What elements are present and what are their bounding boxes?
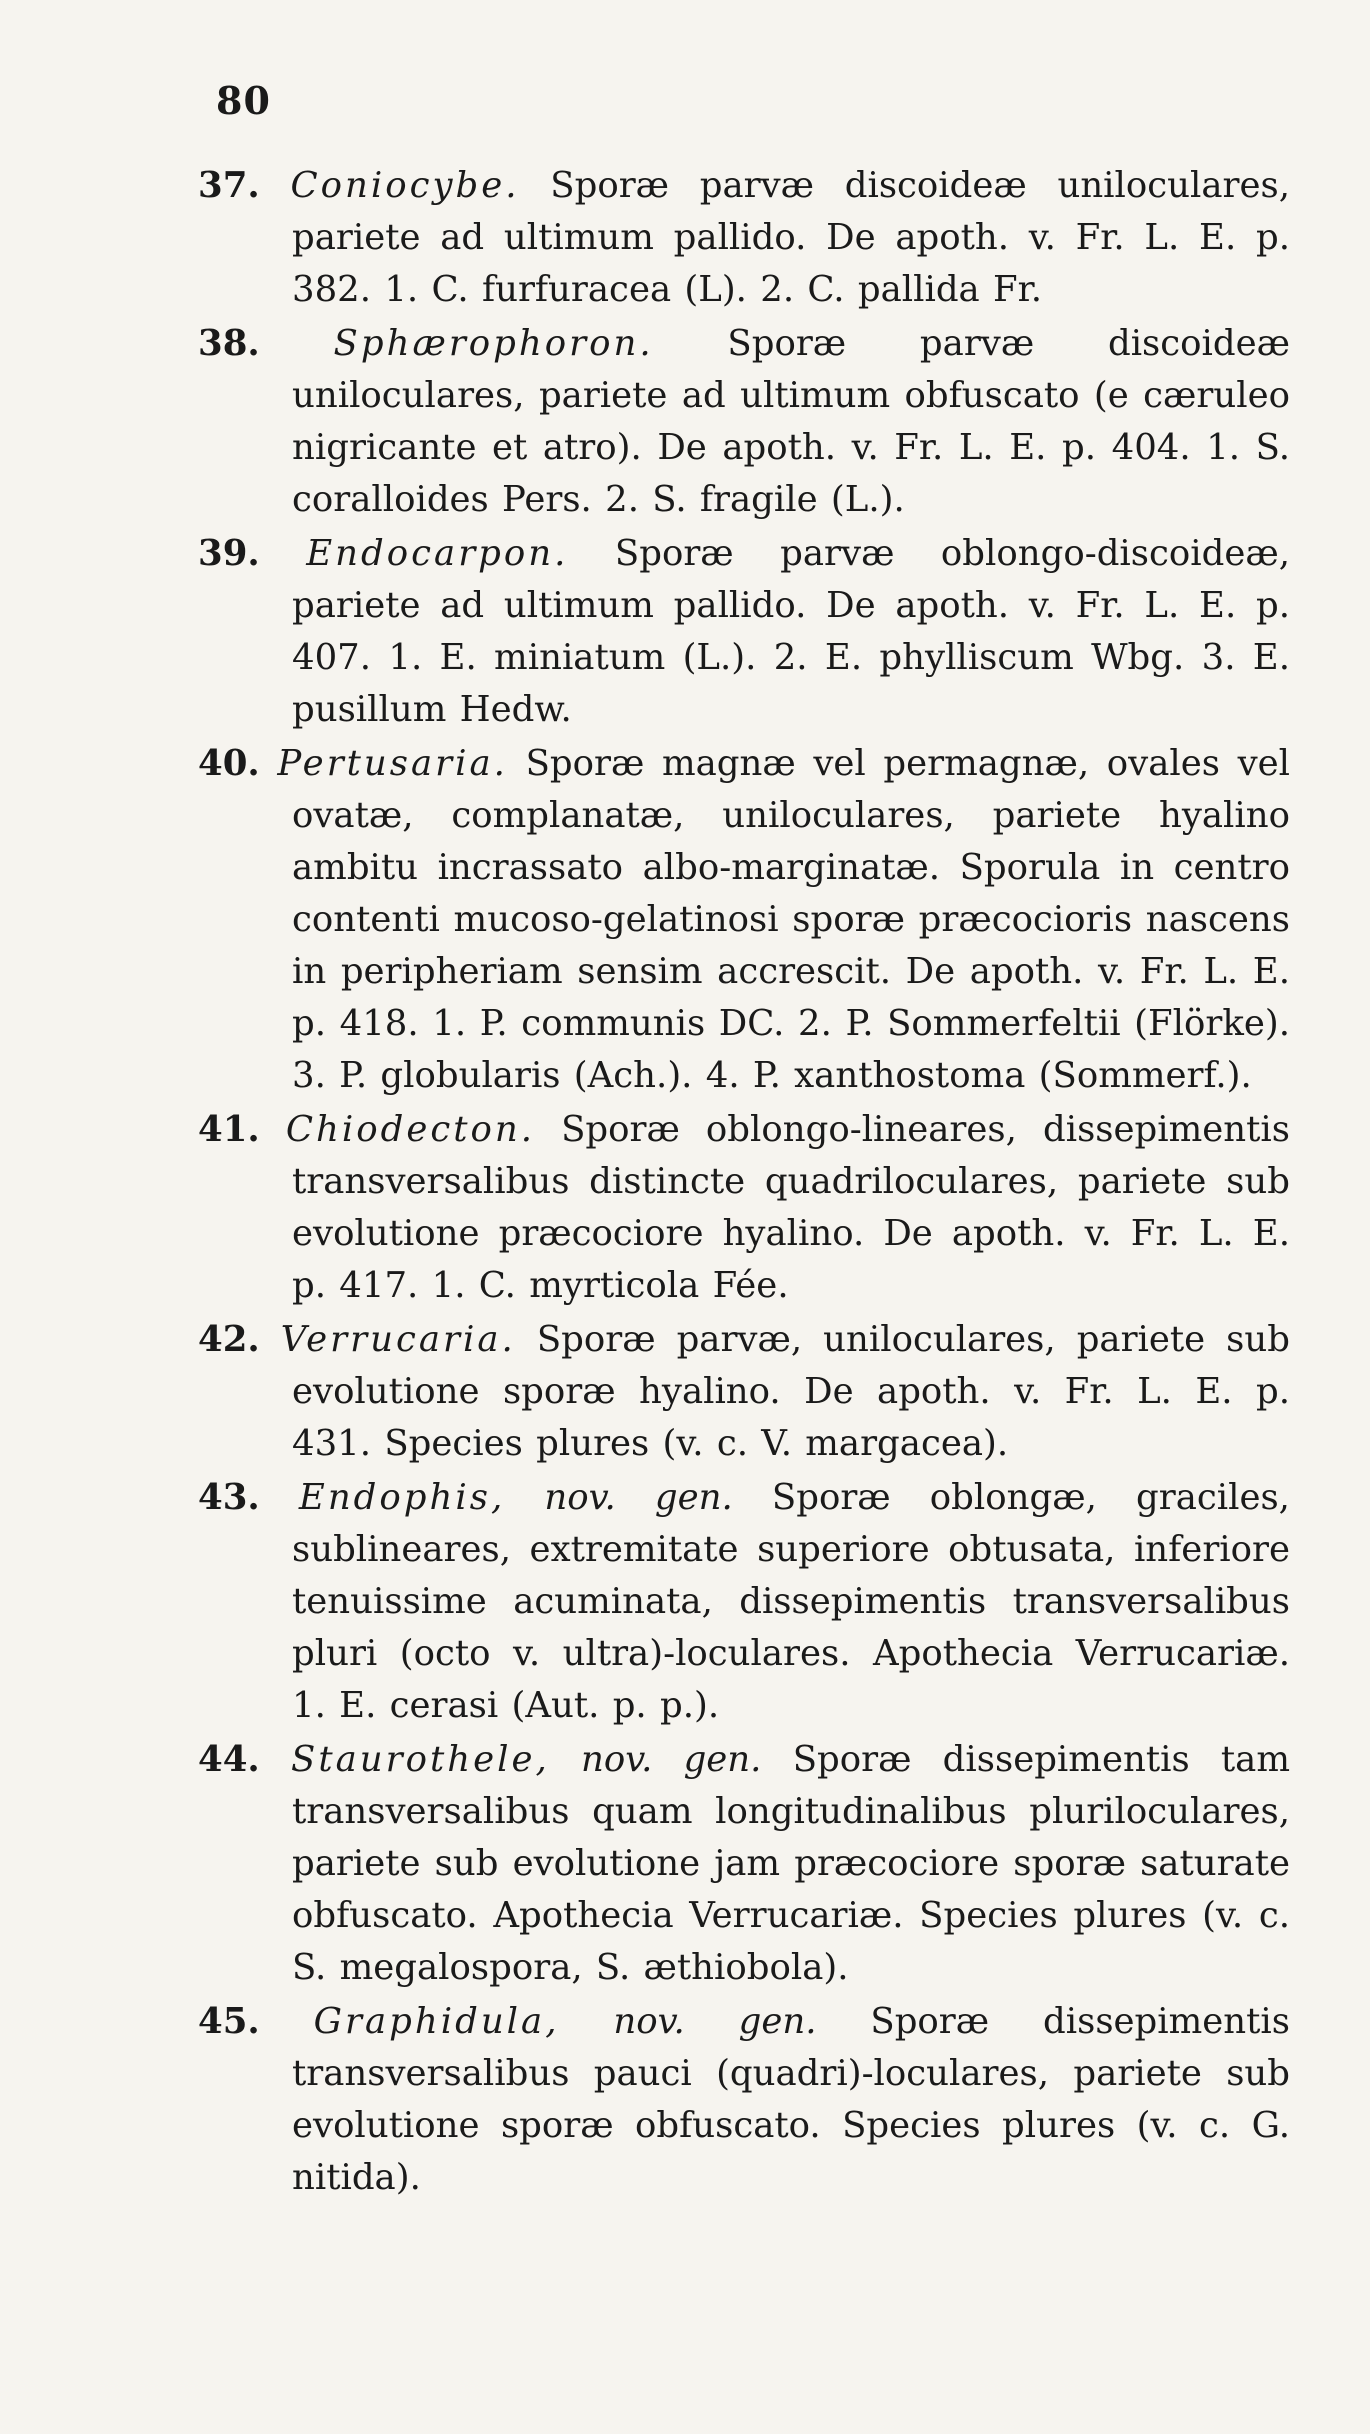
entry-number: 39.	[198, 533, 260, 574]
entry-sphaerophoron	[198, 318, 1290, 526]
entry-number: 43.	[198, 1477, 260, 1518]
entry-staurothele	[198, 1734, 1290, 1994]
entry-verrucaria	[198, 1314, 1290, 1470]
nov-gen-label: nov. gen.	[613, 2001, 817, 2042]
entry-endocarpon	[198, 528, 1290, 736]
entry-number: 38.	[198, 323, 260, 364]
genus-name: Pertusaria.	[277, 743, 508, 784]
entry-text: Sporæ parvæ discoideæ uniloculares, pariete ad ultimum pallido. De apoth. v. Fr. L. E. p. 382. 1. C. furfuracea (L). 2. C. pallida Fr.	[292, 165, 1291, 310]
entry-number: 44.	[198, 1739, 260, 1780]
genus-name: Verrucaria.	[280, 1319, 516, 1360]
entry-number: 42.	[198, 1319, 260, 1360]
entry-text: Sporæ parvæ discoideæ uniloculares, pariete ad ultimum obfuscato (e cæruleo nigricante et atro). De apoth. v. Fr. L. E. p. 404. 1. S. coralloides Pers. 2. S. fragile (L.).	[292, 323, 1290, 520]
page-number: 80	[216, 78, 271, 123]
entry-text: Sporæ parvæ oblongo-discoideæ, pariete ad ultimum pallido. De apoth. v. Fr. L. E. p. 407. 1. E. miniatum (L.). 2. E. phylliscum Wbg. 3. E. pusillum Hedw.	[292, 533, 1290, 730]
entry-text: Sporæ oblongo-lineares, dissepimentis transversalibus distincte quadriloculares, pariete sub evolutione præcociore hyalino. De apoth. v. Fr. L. E. p. 417. 1. C. myrticola Fée.	[292, 1109, 1290, 1306]
nov-gen-label: nov. gen.	[580, 1739, 762, 1780]
entry-text: Sporæ magnæ vel permagnæ, ovales vel ovatæ, complanatæ, uniloculares, pariete hyalino ambitu incrassato albo-marginatæ. Sporula in centro contenti mucoso-gelatinosi sporæ præcocioris nascens in peripheriam sensim accrescit. De apoth. v. Fr. L. E. p. 418. 1. P. communis DC. 2. P. Sommerfeltii (Flörke). 3. P. globularis (Ach.). 4. P. xanthostoma (Sommerf.).	[292, 743, 1290, 1096]
entry-text: Sporæ parvæ, uniloculares, pariete sub evolutione sporæ hyalino. De apoth. v. Fr. L. E. p. 431. Species plures (v. c. V. margacea).	[292, 1319, 1290, 1464]
entry-number: 41.	[198, 1109, 260, 1150]
entry-pertusaria	[198, 738, 1290, 1102]
genus-name: Chiodecton.	[285, 1109, 535, 1150]
text-column	[198, 160, 1290, 2206]
entry-number: 40.	[198, 743, 260, 784]
nov-gen-label: nov. gen.	[544, 1477, 733, 1518]
genus-name: Sphærophoron.	[333, 323, 654, 364]
entry-text: Sporæ oblongæ, graciles, sublineares, extremitate superiore obtusata, inferiore tenuissime acuminata, dissepimentis transversalibus pluri (octo v. ultra)-loculares. Apothecia Verrucariæ. 1. E. cerasi (Aut. p. p.).	[292, 1477, 1290, 1726]
genus-name: Graphidula,	[313, 2001, 560, 2042]
genus-name: Endocarpon.	[306, 533, 569, 574]
entry-graphidula	[198, 1996, 1290, 2204]
entry-chiodecton	[198, 1104, 1290, 1312]
entry-number: 37.	[198, 165, 260, 206]
genus-name: Staurothele,	[291, 1739, 550, 1780]
entry-endophis	[198, 1472, 1290, 1732]
genus-name: Coniocybe.	[290, 165, 520, 206]
entry-number: 45.	[198, 2001, 260, 2042]
entry-text: Sporæ dissepimentis transversalibus pauci (quadri)-loculares, pariete sub evolutione sporæ obfuscato. Species plures (v. c. G. nitida).	[292, 2001, 1290, 2198]
entry-coniocybe	[198, 160, 1290, 316]
entry-text: Sporæ dissepimentis tam transversalibus quam longitudinalibus pluriloculares, pariete sub evolutione jam præcociore sporæ saturate obfuscato. Apothecia Verrucariæ. Species plures (v. c. S. megalospora, S. æthiobola).	[292, 1739, 1290, 1988]
genus-name: Endophis,	[298, 1477, 506, 1518]
